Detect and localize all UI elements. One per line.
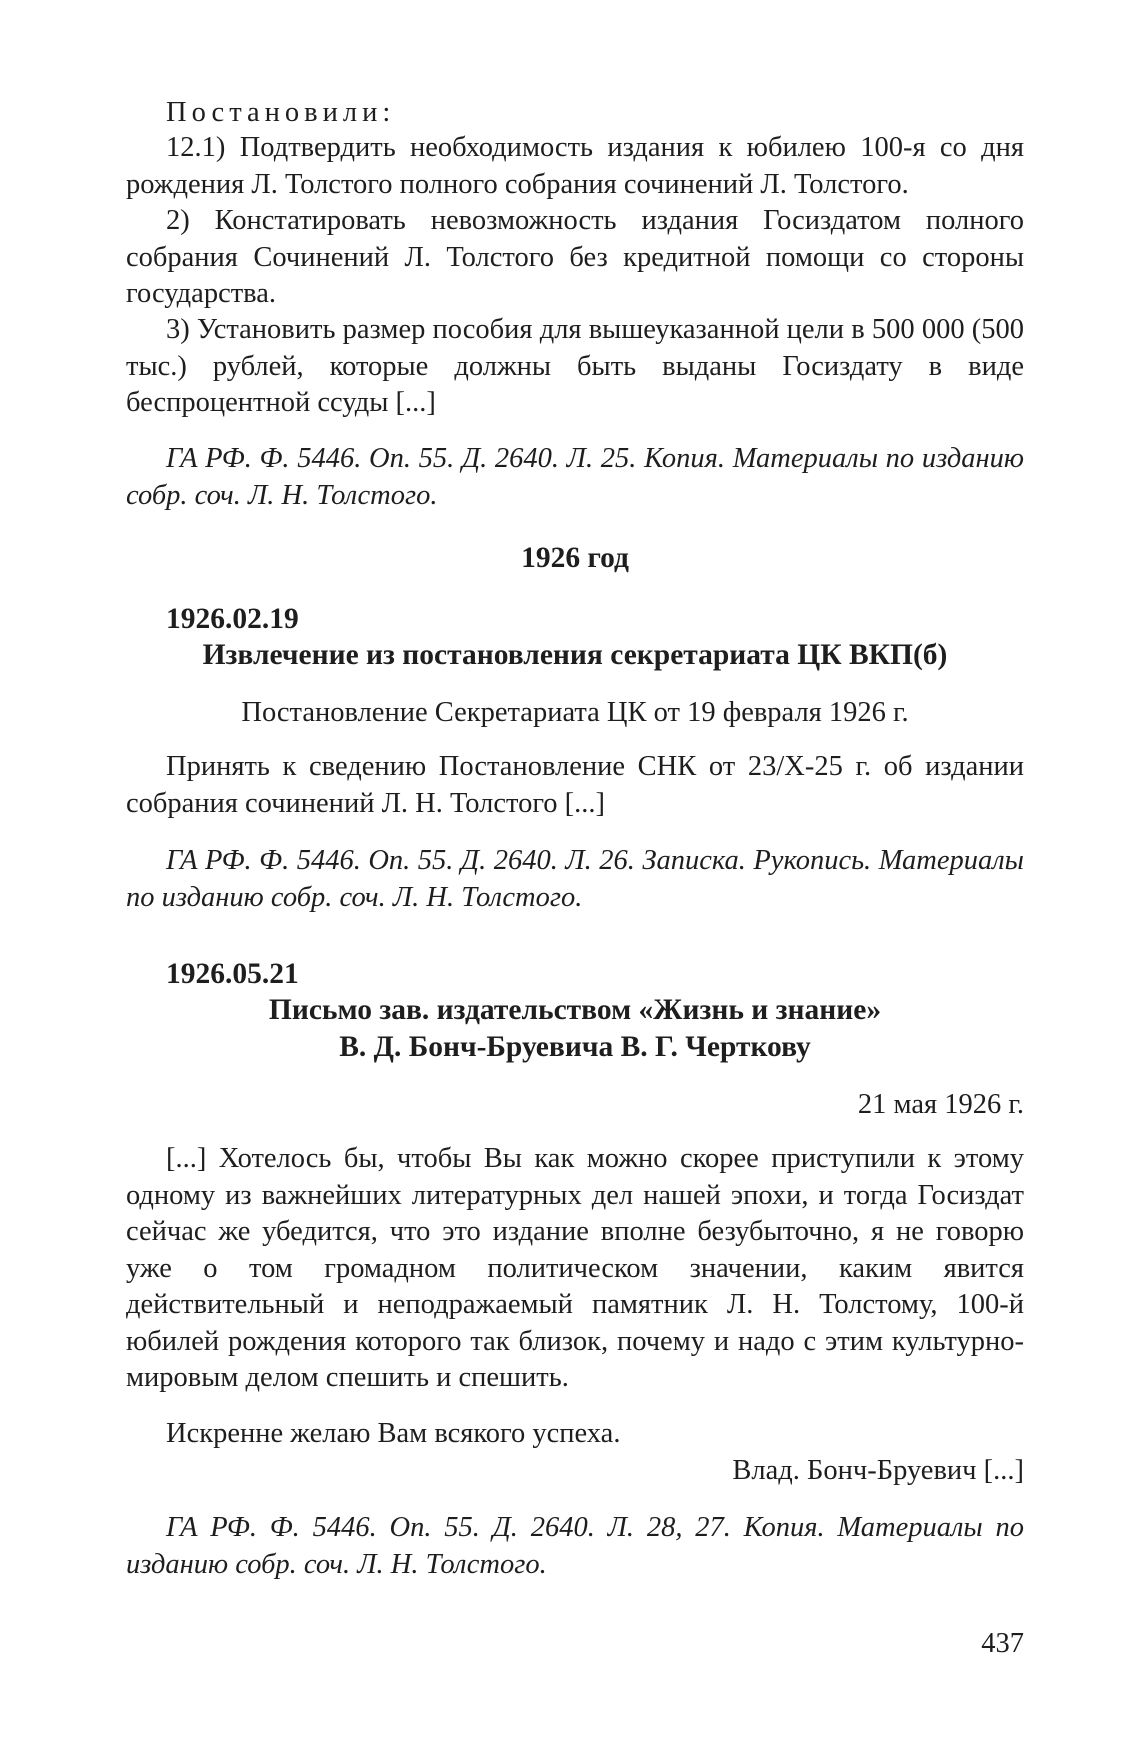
page-number: 437 xyxy=(981,1628,1024,1659)
resolution-label: Постановили: xyxy=(166,97,396,128)
document-date-2: 1926.05.21 xyxy=(166,958,299,990)
document-title-2-line-2: В. Д. Бонч-Бруевича В. Г. Черткову xyxy=(339,1031,811,1063)
resolution-item-2: 2) Констатировать невозможность издания Госиздатом полного собрания Сочинений Л. Толстого без кредитной помощи со стороны государства. xyxy=(126,205,1024,309)
archive-source-2: ГА РФ. Ф. 5446. Оп. 55. Д. 2640. Л. 26. Записка. Рукопись. Материалы по изданию собр. соч. Л. Н. Толстого. xyxy=(126,845,1024,913)
document-body-1: Принять к сведению Постановление СНК от 23/Х-25 г. об издании собрания сочинений Л. Н. Толстого [...] xyxy=(126,751,1024,819)
archive-source-3: ГА РФ. Ф. 5446. Оп. 55. Д. 2640. Л. 28, 27. Копия. Материалы по изданию собр. соч. Л. Н. Толстого. xyxy=(126,1512,1024,1580)
resolution-item-3: 3) Установить размер пособия для вышеуказанной цели в 500 000 (500 тыс.) рублей, которые должны быть выданы Госиздату в виде беспроцентной ссуды [...] xyxy=(126,314,1024,418)
letter-closing: Искренне желаю Вам всякого успеха. xyxy=(166,1418,621,1449)
document-subtitle-1: Постановление Секретариата ЦК от 19 февраля 1926 г. xyxy=(241,697,909,728)
archive-source-1: ГА РФ. Ф. 5446. Оп. 55. Д. 2640. Л. 25. Копия. Материалы по изданию собр. соч. Л. Н. Толстого. xyxy=(126,443,1024,511)
year-heading: 1926 год xyxy=(521,542,629,574)
resolution-item-1: 12.1) Подтвердить необходимость издания к юбилею 100-я со дня рождения Л. Толстого полного собрания сочинений Л. Толстого. xyxy=(126,132,1024,200)
document-date-1: 1926.02.19 xyxy=(166,603,299,635)
letter-date: 21 мая 1926 г. xyxy=(857,1089,1024,1120)
document-title-1: Извлечение из постановления секретариата ЦК ВКП(б) xyxy=(202,639,948,671)
letter-body: [...] Хотелось бы, чтобы Вы как можно скорее приступили к этому одному из важнейших литературных дел нашей эпохи, и тогда Госиздат сейчас же убедится, что это издание вполне безубыточно, я не говорю уже о том громадном политическом значении, каким явится действительный и неподражаемый памятник Л. Н. Толстому, 100-й юбилей рождения которого так близок, почему и надо с этим культурно-мировым делом спешить и спешить. xyxy=(126,1143,1024,1393)
letter-signature: Влад. Бонч-Бруевич [...] xyxy=(732,1455,1024,1486)
document-title-2-line-1: Письмо зав. издательством «Жизнь и знание» xyxy=(268,994,882,1026)
